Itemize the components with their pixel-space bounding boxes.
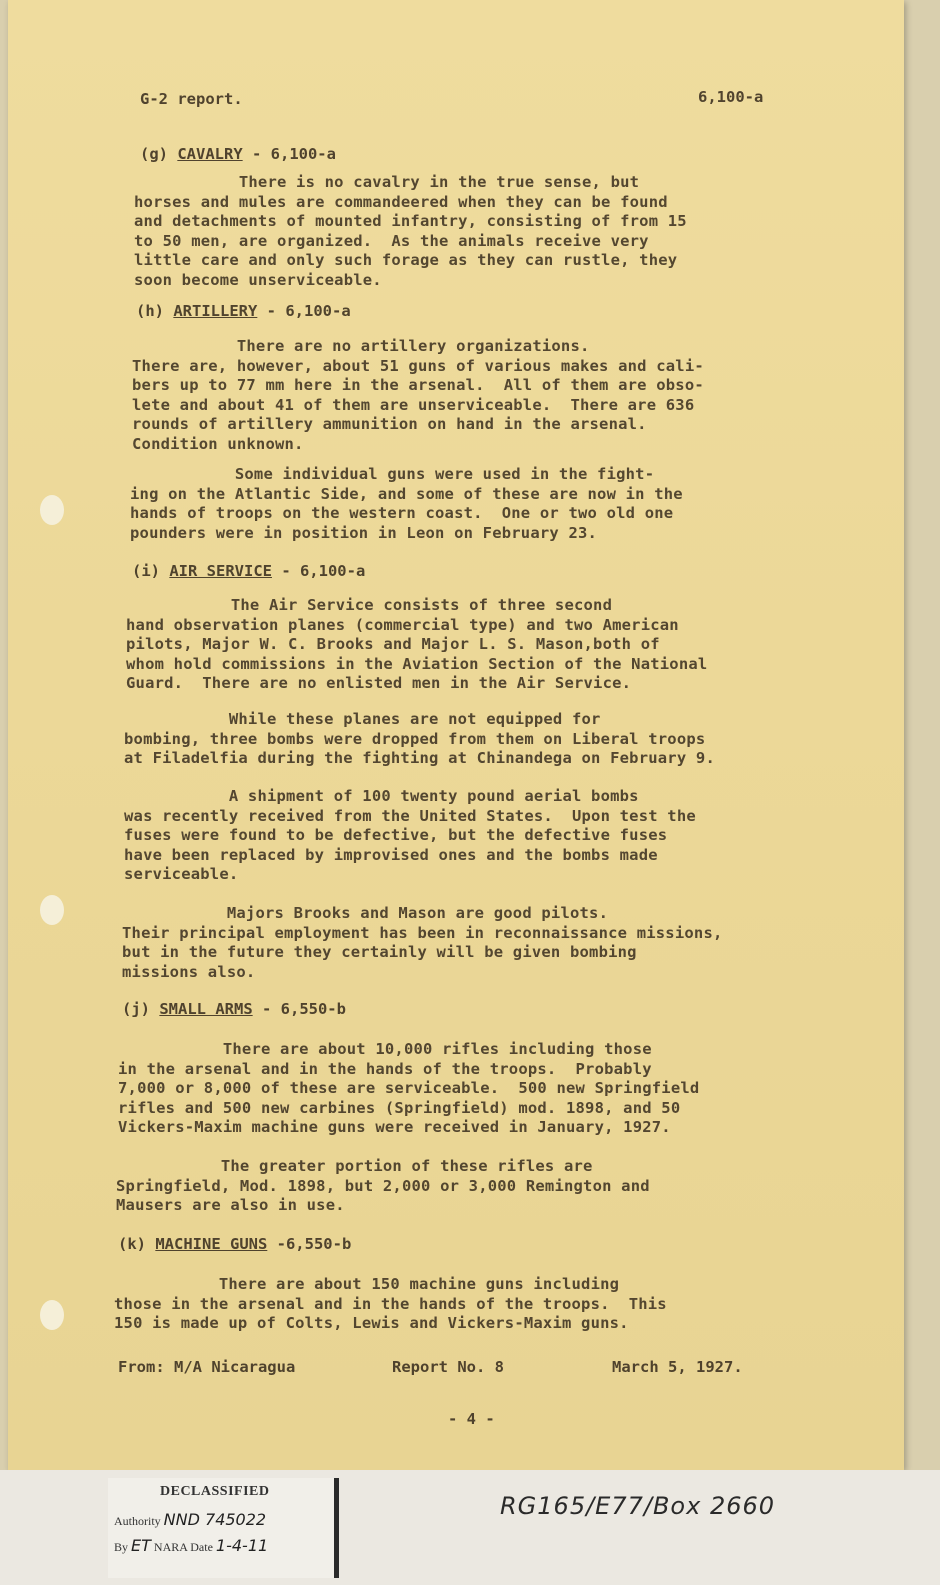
section-heading-artillery: (h) ARTILLERY - 6,100-a xyxy=(136,302,351,320)
header-right: 6,100-a xyxy=(698,88,764,106)
page-number: - 4 - xyxy=(448,1410,495,1428)
section-heading-cavalry: (g) CAVALRY - 6,100-a xyxy=(140,145,336,163)
stamp-by-date: By ET NARA Date 1-4-11 xyxy=(114,1536,269,1555)
paragraph: While these planes are not equipped for bombing, three bombs were dropped from them on Liberal troops at Filadelfia during the fighting at Chinandega on February 9. xyxy=(124,710,715,767)
punch-hole xyxy=(40,495,64,525)
paragraph: The Air Service consists of three second hand observation planes (commercial type) and two American pilots, Major W. C. Brooks and Major L. S. Mason,both of whom hold commissions in the Aviation Section of the National Guard. There are no enlisted men in the Air Service. xyxy=(126,596,708,692)
report-from: From: M/A Nicaragua xyxy=(118,1358,296,1376)
paragraph: A shipment of 100 twenty pound aerial bombs was recently received from the United States. Upon test the fuses were found to be defective, but the defective fuses have been replaced by improvised ones and the bombs made serviceable. xyxy=(124,787,696,883)
section-heading-small-arms: (j) SMALL ARMS - 6,550-b xyxy=(122,1000,346,1018)
paragraph: There are about 150 machine guns including those in the arsenal and in the hands of the troops. This 150 is made up of Colts, Lewis and Vickers-Maxim guns. xyxy=(114,1275,667,1332)
paragraph: There are about 10,000 rifles including those in the arsenal and in the hands of the troops. Probably 7,000 or 8,000 of these are serviceable. 500 new Springfield rifles and 500 new carbines (Springfield) mod. 1898, and 50 Vickers-Maxim machine guns were received in January, 1927. xyxy=(118,1040,700,1136)
paragraph: The greater portion of these rifles are Springfield, Mod. 1898, but 2,000 or 3,000 Remington and Mausers are also in use. xyxy=(116,1157,650,1214)
report-number: Report No. 8 xyxy=(392,1358,504,1376)
stamp-title: DECLASSIFIED xyxy=(160,1484,270,1499)
paragraph: Majors Brooks and Mason are good pilots. Their principal employment has been in reconnaissance missions, but in the future they certainly will be given bombing missions also. xyxy=(122,904,723,981)
stamp-authority: Authority NND 745022 xyxy=(114,1510,267,1529)
paragraph: Some individual guns were used in the fight- ing on the Atlantic Side, and some of these are now in the hands of troops on the western coast. One or two old one pounders were in position in Leon on February 23. xyxy=(130,465,683,542)
section-heading-air-service: (i) AIR SERVICE - 6,100-a xyxy=(132,562,366,580)
document-page xyxy=(8,0,904,1470)
archive-locator: RG165/E77/Box 2660 xyxy=(500,1492,776,1520)
section-heading-machine-guns: (k) MACHINE GUNS -6,550-b xyxy=(118,1235,352,1253)
punch-hole xyxy=(40,1300,64,1330)
declassified-stamp xyxy=(108,1478,339,1578)
report-date: March 5, 1927. xyxy=(612,1358,743,1376)
paragraph: There is no cavalry in the true sense, but horses and mules are commandeered when they can be found and detachments of mounted infantry, consisting of from 15 to 50 men, are organized. As the animals receive very little care and only such forage as they can rustle, they soon become unserviceable. xyxy=(134,173,687,289)
paragraph: There are no artillery organizations. There are, however, about 51 guns of various makes and cali- bers up to 77 mm here in the arsenal. All of them are obso- lete and about 41 of them are unserviceable. There are 636 rounds of artillery ammunition on hand in the arsenal. Condition unknown. xyxy=(132,337,704,453)
header-left: G-2 report. xyxy=(140,90,243,108)
punch-hole xyxy=(40,895,64,925)
